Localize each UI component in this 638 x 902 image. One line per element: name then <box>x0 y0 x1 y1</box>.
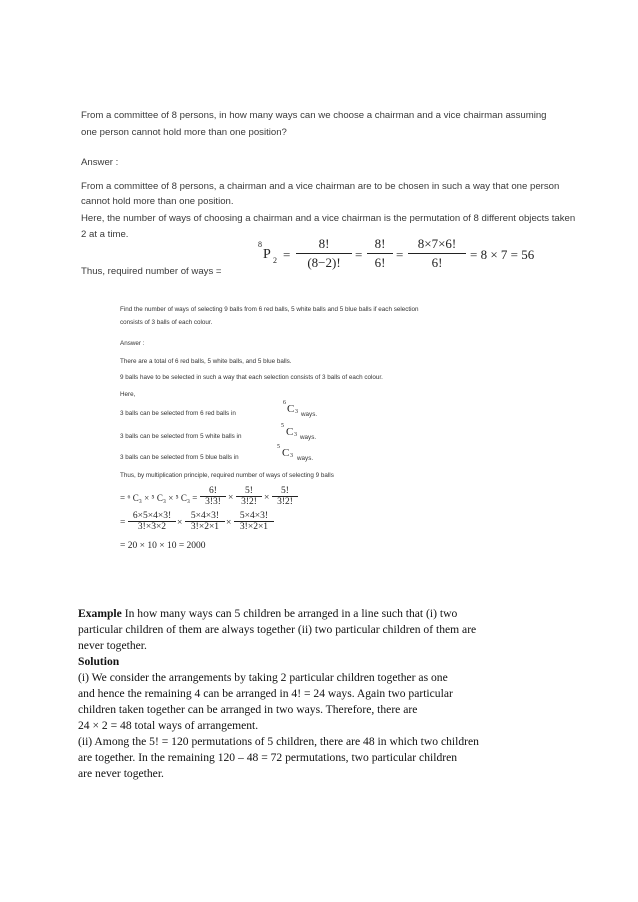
equation-fraction <box>200 486 226 507</box>
fraction-numerator: 5×4×3! <box>239 511 269 521</box>
blue-subscript: 3 <box>290 453 293 459</box>
fraction-denominator: 3!×3×2 <box>137 522 167 532</box>
formula-fraction <box>367 236 393 271</box>
white-ways: ways. <box>300 434 317 441</box>
white-subscript: 3 <box>294 432 297 438</box>
example-text: In how many ways can 5 children be arranged in a line such that (i) two <box>121 607 458 620</box>
q1-thus-line: Thus, required number of ways = <box>81 266 222 277</box>
q2-answer-line: 9 balls have to be selected in such a way that each selection consists of 3 balls of each colour. <box>120 374 383 381</box>
q2-answer-line: There are a total of 6 red balls, 5 white balls, and 5 blue balls. <box>120 358 292 365</box>
fraction-bar <box>296 253 352 254</box>
equation-fraction <box>272 486 298 507</box>
q1-question-line2: one person cannot hold more than one position? <box>81 127 287 138</box>
q2-white-line: 3 balls can be selected from 5 white balls in <box>120 433 242 440</box>
fraction-denominator: 6! <box>431 255 443 270</box>
q1-answer-line: Here, the number of ways of choosing a chairman and a vice chairman is the permutation of 8 different objects taken <box>81 213 576 224</box>
formula-result: = 8 × 7 = 56 <box>470 247 535 262</box>
q2-here: Here, <box>120 391 136 398</box>
red-superscript: 6 <box>283 400 286 406</box>
solution-line: 24 × 2 = 48 total ways of arrangement. <box>78 719 259 732</box>
times-sign: × <box>177 518 183 528</box>
times-sign: × <box>228 493 234 503</box>
white-c: C <box>286 426 294 438</box>
formula-fraction <box>296 236 352 271</box>
q1-question-line1: From a committee of 8 persons, in how many ways can we choose a chairman and a vice chairman assuming <box>81 110 547 121</box>
formula-p: P <box>263 247 271 262</box>
fraction-numerator: 6! <box>209 486 217 496</box>
fraction-numerator: 8! <box>318 236 330 251</box>
q2-question-line2: consists of 3 balls of each colour. <box>120 319 213 326</box>
example-label: Example <box>78 607 122 620</box>
fraction-bar <box>408 253 466 254</box>
white-superscript: 5 <box>281 423 284 429</box>
fraction-denominator: (8−2)! <box>307 255 341 270</box>
q2-thus-line: Thus, by multiplication principle, required number of ways of selecting 9 balls <box>120 472 334 479</box>
fraction-numerator: 8! <box>374 236 386 251</box>
example-line1 <box>78 606 457 622</box>
q1-formula <box>0 0 638 290</box>
blue-c: C <box>282 447 290 459</box>
fraction-denominator: 3!2! <box>277 497 293 507</box>
q2-blue-line: 3 balls can be selected from 5 blue balls in <box>120 454 239 461</box>
fraction-numerator: 5×4×3! <box>190 511 220 521</box>
solution-line: are never together. <box>78 767 164 780</box>
q2-answer-label: Answer : <box>120 340 145 347</box>
times-sign: × <box>264 493 270 503</box>
equation-fraction <box>185 511 225 532</box>
formula-equals: = <box>283 247 291 262</box>
red-subscript: 3 <box>295 409 298 415</box>
fraction-denominator: 3!2! <box>241 497 257 507</box>
fraction-denominator: 3!×2×1 <box>239 522 269 532</box>
combination-product: = ⁶ C₃ × ⁵ C₃ × ⁵ C₃ = <box>120 493 198 503</box>
fraction-bar <box>367 253 393 254</box>
formula-subscript: 2 <box>273 256 277 265</box>
example-line3: never together. <box>78 639 147 652</box>
fraction-numerator: 5! <box>245 486 253 496</box>
times-sign: × <box>226 518 232 528</box>
equation-fraction <box>234 511 274 532</box>
q1-answer-line: From a committee of 8 persons, a chairman and a vice chairman are to be chosen in such a way that one person <box>81 181 560 192</box>
solution-line: are together. In the remaining 120 – 48 = 72 permutations, two particular children <box>78 751 458 764</box>
q2-equation-2 <box>120 512 320 538</box>
q2-equation-3: = 20 × 10 × 10 = 2000 <box>120 541 206 551</box>
blue-ways: ways. <box>297 455 314 462</box>
solution-label-text: Solution <box>78 655 120 668</box>
formula-equals: = <box>396 247 404 262</box>
formula-superscript: 8 <box>258 240 262 249</box>
formula-equals: = <box>355 247 363 262</box>
solution-line: (i) We consider the arrangements by taking 2 particular children together as one <box>78 671 448 684</box>
q1-answer-label: Answer : <box>81 157 119 168</box>
example-line2: particular children of them are always together (ii) two particular children of them are <box>78 623 477 636</box>
formula-fraction <box>408 236 466 271</box>
solution-label <box>78 654 119 670</box>
red-ways: ways. <box>301 411 318 418</box>
solution-line: (ii) Among the 5! = 120 permutations of 5 children, there are 48 in which two children <box>78 735 479 748</box>
q1-answer-line: 2 at a time. <box>81 229 129 240</box>
fraction-denominator: 3!×2×1 <box>190 522 220 532</box>
equation-fraction <box>128 511 176 532</box>
fraction-numerator: 5! <box>281 486 289 496</box>
equation-fraction <box>236 486 262 507</box>
fraction-numerator: 6×5×4×3! <box>132 511 172 521</box>
q2-equation-1 <box>120 488 310 512</box>
equals-sign: = <box>120 518 126 528</box>
fraction-numerator: 8×7×6! <box>417 236 457 251</box>
fraction-denominator: 6! <box>374 255 386 270</box>
q2-red-line: 3 balls can be selected from 6 red balls in <box>120 410 236 417</box>
red-c: C <box>287 403 295 415</box>
blue-superscript: 5 <box>277 444 280 450</box>
fraction-denominator: 3!3! <box>205 497 221 507</box>
solution-line: and hence the remaining 4 can be arranged in 4! = 24 ways. Again two particular <box>78 687 453 700</box>
q2-question-line1: Find the number of ways of selecting 9 balls from 6 red balls, 5 white balls and 5 blue balls if each selection <box>120 306 419 313</box>
q1-answer-line: cannot hold more than one position. <box>81 196 234 207</box>
solution-line: children taken together can be arranged in two ways. Therefore, there are <box>78 703 418 716</box>
